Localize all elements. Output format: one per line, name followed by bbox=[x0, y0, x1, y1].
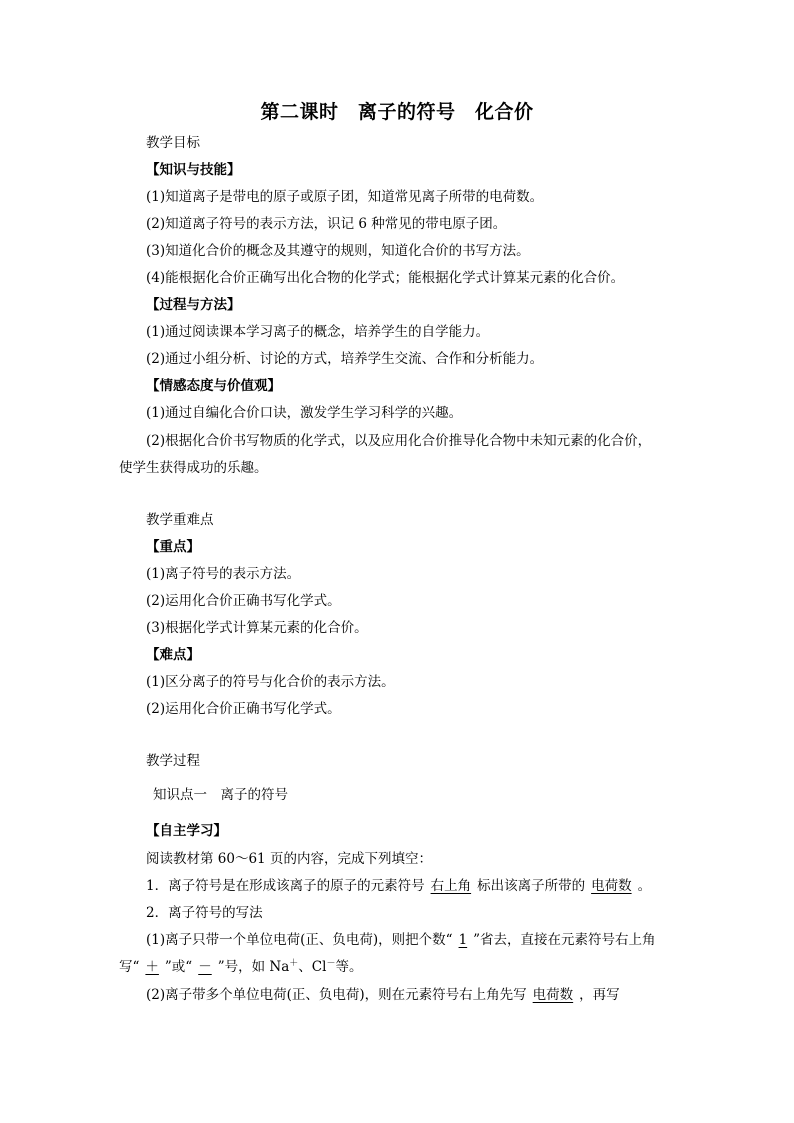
question-text: 标出该离子所带的 bbox=[477, 878, 586, 894]
objective-item: (2)根据化合价书写物质的化学式，以及应用化合价推导化合物中未知元素的化合价， bbox=[146, 433, 652, 449]
knowledge-point-1-heading: 知识点一 离子的符号 bbox=[153, 787, 288, 803]
reading-instruction: 阅读教材第 60～61 页的内容，完成下列填空： bbox=[146, 851, 432, 867]
key-points-heading: 教学重难点 bbox=[146, 512, 214, 528]
page-title: 第二课时 离子的符号 化合价 bbox=[260, 101, 534, 123]
objective-item: (1)知道离子是带电的原子或原子团，知道常见离子所带的电荷数。 bbox=[146, 189, 544, 205]
fill-in-question-1 bbox=[146, 877, 651, 895]
question-text: 写“ bbox=[119, 959, 140, 975]
answer-blank: 电荷数 bbox=[532, 987, 574, 1003]
fill-in-question-2-1-continued bbox=[119, 958, 362, 976]
emotion-values-label: 【情感态度与价值观】 bbox=[146, 378, 281, 394]
question-text: 1．离子符号是在形成该离子的原子的元素符号 bbox=[146, 878, 425, 894]
objective-item-continued: 使学生获得成功的乐趣。 bbox=[119, 460, 268, 476]
question-text: (1)离子只带一个单位电荷(正、负电荷)，则把个数“ bbox=[146, 932, 453, 948]
key-point-item: (3)根据化学式计算某元素的化合价。 bbox=[146, 620, 368, 636]
difficult-points-label: 【难点】 bbox=[146, 647, 200, 663]
question-text: 。 bbox=[637, 878, 652, 894]
ion-charge-superscript: － bbox=[326, 958, 336, 969]
objective-item: (2)通过小组分析、讨论的方式，培养学生交流、合作和分析能力。 bbox=[146, 351, 544, 367]
objective-item: (3)知道化合价的概念及其遵守的规则，知道化合价的书写方法。 bbox=[146, 243, 530, 259]
question-text: ”省去，直接在元素符号右上角 bbox=[473, 932, 656, 948]
process-methods-label: 【过程与方法】 bbox=[146, 297, 241, 313]
important-points-label: 【重点】 bbox=[146, 539, 200, 555]
question-2-heading: 2．离子符号的写法 bbox=[146, 905, 263, 921]
question-text: 等。 bbox=[335, 959, 363, 975]
fill-in-question-2-2 bbox=[146, 986, 620, 1004]
process-heading: 教学过程 bbox=[146, 753, 200, 769]
fill-in-question-2-1 bbox=[146, 931, 656, 949]
key-point-item: (1)区分离子的符号与化合价的表示方法。 bbox=[146, 674, 395, 690]
answer-blank: 电荷数 bbox=[591, 878, 632, 894]
answer-blank: ＋ bbox=[145, 959, 159, 975]
key-point-item: (1)离子符号的表示方法。 bbox=[146, 566, 301, 582]
key-point-item: (2)运用化合价正确书写化学式。 bbox=[146, 701, 341, 717]
objectives-heading: 教学目标 bbox=[146, 135, 200, 151]
answer-blank: － bbox=[198, 959, 212, 975]
objective-item: (1)通过自编化合价口诀，激发学生学习科学的兴趣。 bbox=[146, 405, 463, 421]
answer-blank: 右上角 bbox=[430, 878, 472, 894]
ion-charge-superscript: ＋ bbox=[289, 958, 299, 969]
question-text: 、Cl bbox=[298, 959, 327, 975]
self-study-label: 【自主学习】 bbox=[146, 823, 227, 839]
objective-item: (2)知道离子符号的表示方法，识记 6 种常见的带电原子团。 bbox=[146, 216, 507, 232]
question-text: ”号，如 Na bbox=[217, 959, 290, 975]
knowledge-skills-label: 【知识与技能】 bbox=[146, 162, 241, 178]
objective-item: (4)能根据化合价正确写出化合物的化学式；能根据化学式计算某元素的化合价。 bbox=[146, 270, 625, 286]
question-text: ，再写 bbox=[579, 987, 620, 1003]
question-text: (2)离子带多个单位电荷(正、负电荷)，则在元素符号右上角先写 bbox=[146, 987, 527, 1003]
objective-item: (1)通过阅读课本学习离子的概念，培养学生的自学能力。 bbox=[146, 324, 490, 340]
answer-blank: 1 bbox=[458, 932, 468, 948]
key-point-item: (2)运用化合价正确书写化学式。 bbox=[146, 593, 341, 609]
question-text: ”或“ bbox=[164, 959, 193, 975]
